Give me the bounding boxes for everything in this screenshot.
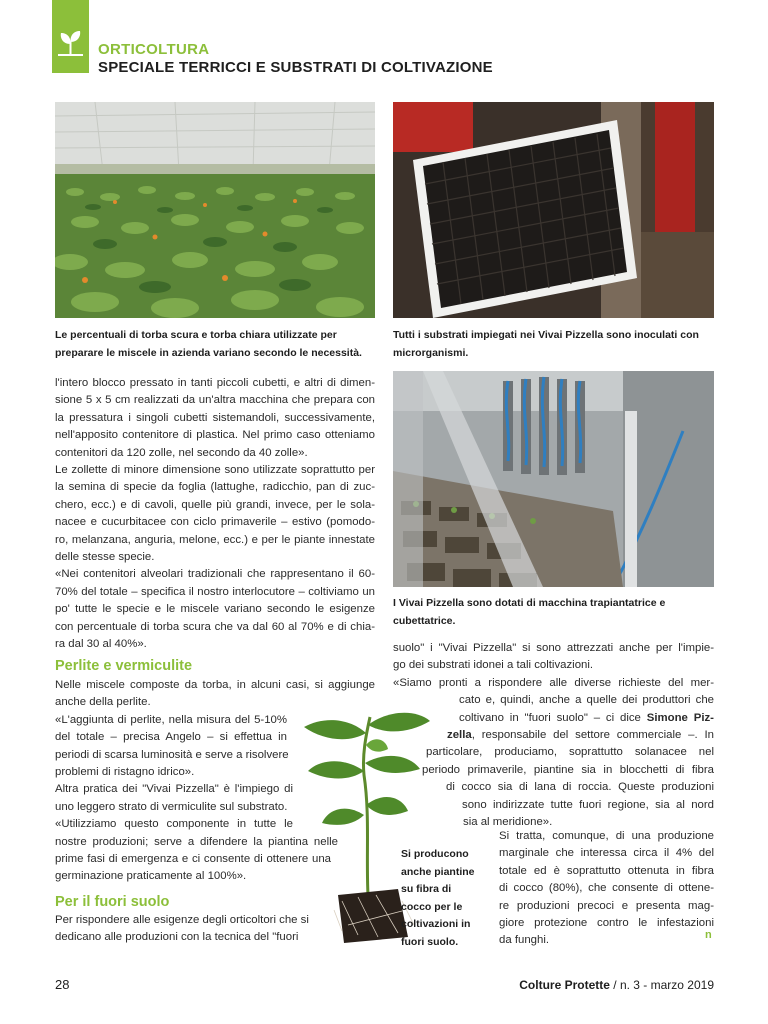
magazine-issue: Colture Protette / n. 3 - marzo 2019 xyxy=(519,978,714,992)
subheading-fuori-suolo: Per il fuori suolo xyxy=(55,894,170,910)
photo2-caption: Tutti i substrati impiegati nei Vivai Pizzella sono inoculati con microrganismi. xyxy=(393,329,699,359)
column2-text: suolo" i "Vivai Pizzella" si sono attrezzati anche per l'impie- go dei substrati idonei a tali coltivazioni. «Siamo pronti a rispondere alle diverse richieste del mer- cato e, quindi, anche a quelle dei produttori che coltivano in "fuori suolo" – ci dice Simone Piz- zella, responsabile del settore commerciale –. In particolare, produciamo, soprattutto solanacee nel periodo primaverile, piantine sia in blocchetti di fibra di cocco sia di lana di roccia. Queste produzioni sono indirizzate tutte fuori regione, sia al nord sia al meridione». xyxy=(393,642,714,829)
page-number: 28 xyxy=(55,977,70,992)
seedling-tray-machine-photo xyxy=(393,102,714,318)
quote-line-zella: zella, responsabile del settore commerciale –. In xyxy=(447,729,714,742)
photo1-caption: Le percentuali di torba scura e torba chiara utilizzate per preparare le miscele in azienda variano secondo le necessità. xyxy=(55,329,362,359)
section-tab xyxy=(52,0,89,73)
column2-final-text: Si tratta, comunque, di una produzione marginale che interessa circa il 4% del totale ed è soprattutto ottenuta in fibra di cocco (80%), che consente di ottene- re produzioni precoci e presenta mag- giore protezione contro le infestazioni da funghi. xyxy=(499,830,714,947)
article-end-mark: n xyxy=(705,929,712,941)
column1-perlite-text: Nelle miscele composte da torba, in alcuni casi, si aggiunge anche della perlite. «L'aggiunta di perlite, nella misura del 5-10% del totale – precisa Angelo – si effettua in periodi di scarsa luminosità e serve a risolvere problemi di ristagno idrico». Altra pratica dei "Vivai Pizzella" è l'impiego di uno leggero strato di vermiculite sul substrato. «Utilizziamo questo componente in tutte le nostre produzioni; serve a difendere la piantina nelle prime fasi di emergenza e ci consente di ottenere una germinazione praticamente al 100%». xyxy=(55,679,375,883)
column1-intro-text: l'intero blocco pressato in tanti piccoli cubetti, e altri di dimen- sione 5 x 5 cm realizzati da un'altra macchina che prepara con la pressatura i singoli cubetti sistemandoli, successivamente, nell'apposito contenitore di plastica. Nel primo caso otteniamo contenitori da 120 zolle, nel secondo da 40 zolle». Le zollette di minore dimensione sono utilizzate soprattutto per la semina di specie da foglia (lattughe, radicchio, pan di zuc- chero, ecc.) e di cavoli, quelle più grandi, invece, per le sola- nacee e cucurbitacee con ciclo primaverile – estivo (pomodo- ro, melanzana, anguria, melone, ecc.) e per le piante innestate delle stesse specie. «Nei contenitori alveolari tradizionali che rappresentano il 60- 70% del totale – specifica il nostro interlocutore – coltiviamo un po' tutte le specie e le miscele variano secondo le esigenze con percentuale di torba scura che va dal 60 al 70% e di chia- ra dal 30 al 40%». xyxy=(55,377,375,651)
subheading-perlite: Perlite e vermiculite xyxy=(55,658,193,674)
sprout-icon xyxy=(58,30,83,56)
column1-fuori-text: Per rispondere alle esigenze degli orticoltori che si dedicano alle produzioni con la tecnica del "fuori xyxy=(55,914,309,944)
page-headline: SPECIALE TERRICCI E SUBSTRATI DI COLTIVAZIONE xyxy=(98,59,493,76)
plant-caption: Si producono anche piantine su fibra di cocco per le coltivazioni in fuori suolo. xyxy=(401,848,475,948)
quote-line-simone: coltivano in "fuori suolo" – ci dice Simone Piz- xyxy=(459,711,714,724)
greenhouse-seedlings-photo xyxy=(55,102,375,318)
section-label: ORTICOLTURA xyxy=(98,41,210,58)
photo3-caption: I Vivai Pizzella sono dotati di macchina trapiantatrice e cubettatrice. xyxy=(393,597,666,627)
transplanting-machine-photo xyxy=(393,371,714,587)
